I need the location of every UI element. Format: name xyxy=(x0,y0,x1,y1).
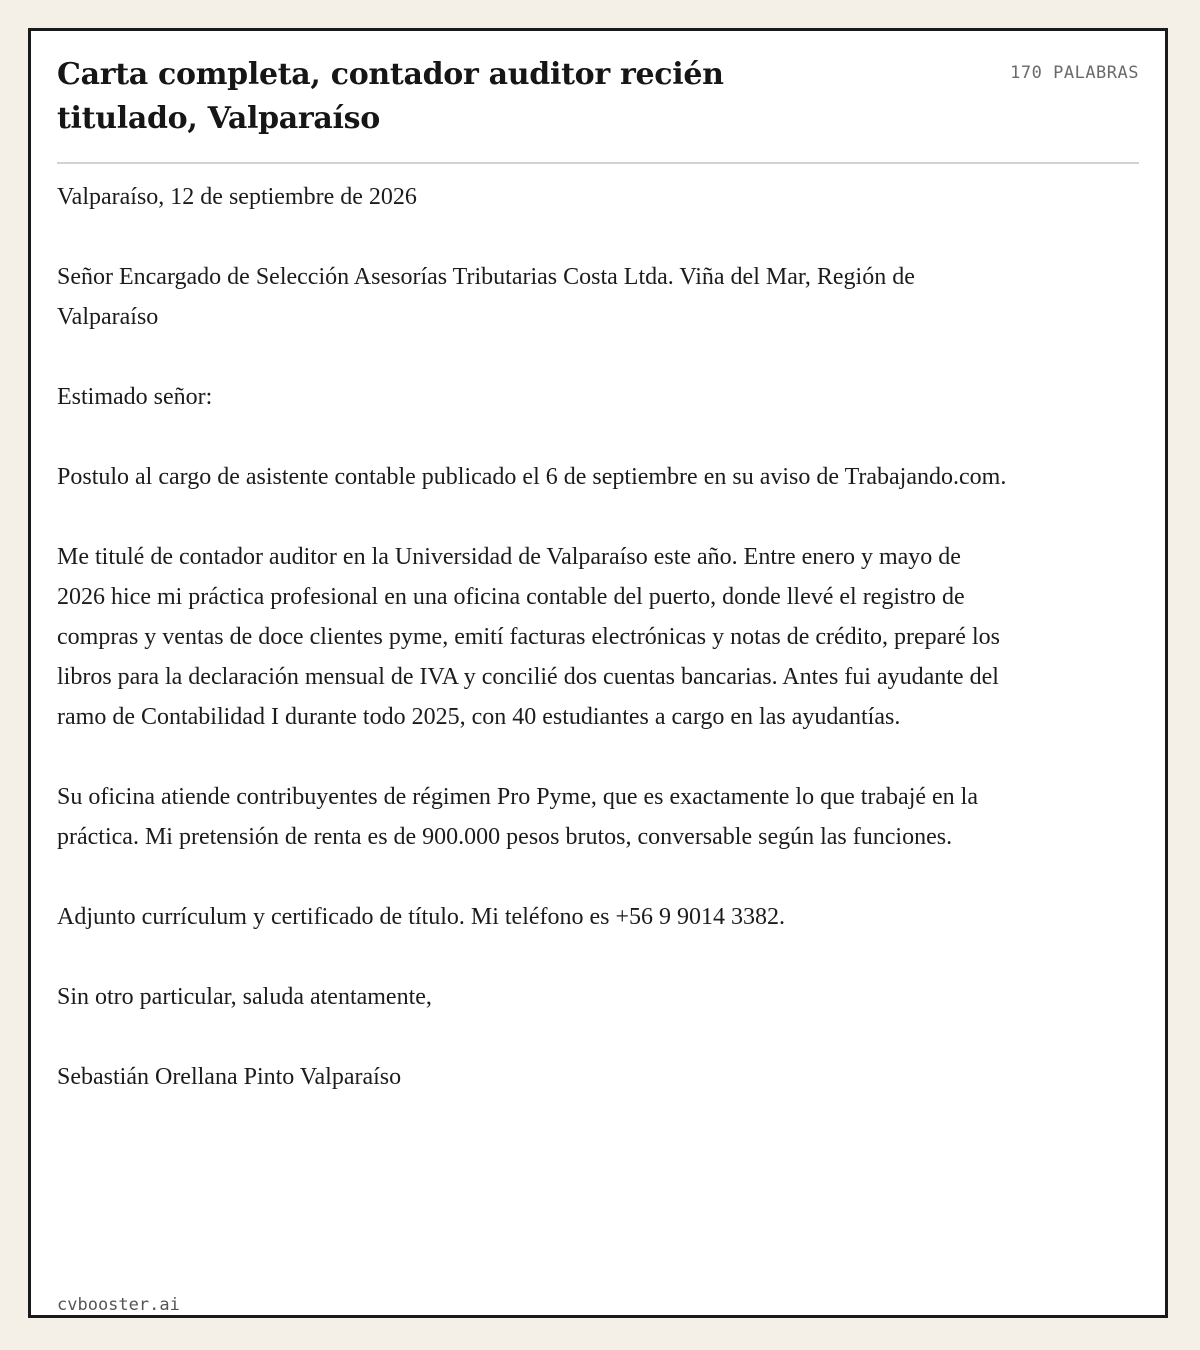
letter-salutation: Estimado señor: xyxy=(57,384,213,410)
letter-paragraph: Adjunto currículum y certificado de título. Mi teléfono es +56 9 9014 3382. xyxy=(57,904,786,930)
letter-date: Valparaíso, 12 de septiembre de 2026 xyxy=(57,184,417,210)
letter-paragraph: Me titulé de contador auditor en la Universidad de Valparaíso este año. Entre enero y mayo de 2026 hice mi práctica profesional en una oficina contable del puerto, donde llevé el registro de compras y ventas de doce clientes pyme, emití facturas electrónicas y notas de crédito, preparé los libros para la declaración mensual de IVA y concilié dos cuentas bancarias. Antes fui ayudante del ramo de Contabilidad I durante todo 2025, con 40 estudiantes a cargo en las ayudantías. xyxy=(57,544,1000,730)
word-count-badge: 170 PALABRAS xyxy=(1010,63,1139,83)
letter-closing: Sin otro particular, saluda atentamente, xyxy=(57,984,432,1010)
letter-paragraph: Su oficina atiende contribuyentes de régimen Pro Pyme, que es exactamente lo que trabajé en la práctica. Mi pretensión de renta es de 900.000 pesos brutos, conversable según las funciones. xyxy=(57,784,978,850)
letter-paragraph: Postulo al cargo de asistente contable publicado el 6 de septiembre en su aviso de Trabajando.com. xyxy=(57,464,1007,490)
footer-brand: cvbooster.ai xyxy=(57,1295,180,1315)
letter-signature: Sebastián Orellana Pinto Valparaíso xyxy=(57,1064,402,1090)
card-header xyxy=(57,31,1139,164)
letter-recipient: Señor Encargado de Selección Asesorías Tributarias Costa Ltda. Viña del Mar, Región de Valparaíso xyxy=(57,264,915,330)
page-title: Carta completa, contador auditor recién titulado, Valparaíso xyxy=(57,57,724,136)
letter-body xyxy=(57,177,1007,1097)
letter-card xyxy=(28,28,1168,1318)
